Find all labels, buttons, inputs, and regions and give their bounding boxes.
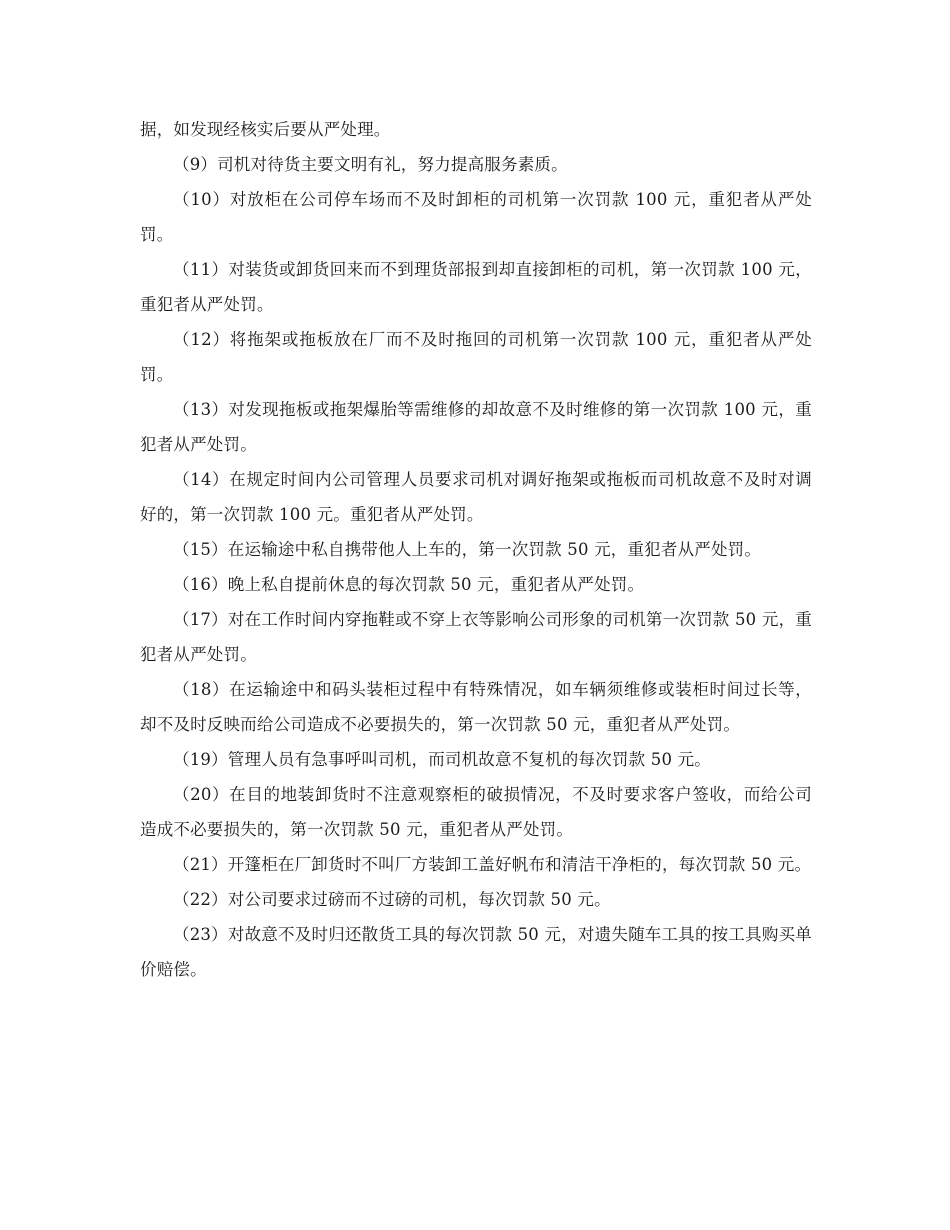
rule-item-15: （15）在运输途中私自携带他人上车的，第一次罚款 50 元，重犯者从严处罚。	[173, 540, 762, 559]
rule-item-10: （10）对放柜在公司停车场而不及时卸柜的司机第一次罚款 100 元，重犯者从严处罚。	[140, 190, 812, 244]
rule-item-11: （11）对装货或卸货回来而不到理货部报到却直接卸柜的司机，第一次罚款 100 元，重犯者从严处罚。	[140, 260, 812, 314]
rule-item-13: （13）对发现拖板或拖架爆胎等需维修的却故意不及时维修的第一次罚款 100 元，重犯者从严处罚。	[140, 400, 812, 454]
paragraph-continuation: 据，如发现经核实后要从严处理。	[140, 120, 391, 139]
rule-item-16: （16）晚上私自提前休息的每次罚款 50 元，重犯者从严处罚。	[173, 575, 645, 594]
rule-item-19: （19）管理人员有急事呼叫司机，而司机故意不复机的每次罚款 50 元。	[173, 750, 711, 769]
rule-item-23: （23）对故意不及时归还散货工具的每次罚款 50 元，对遗失随车工具的按工具购买单价赔偿。	[140, 925, 812, 979]
rule-item-9: （9）司机对待货主要文明有礼，努力提高服务素质。	[173, 155, 568, 174]
rule-item-22: （22）对公司要求过磅而不过磅的司机，每次罚款 50 元。	[173, 890, 611, 909]
rule-item-14: （14）在规定时间内公司管理人员要求司机对调好拖架或拖板而司机故意不及时对调好的，第一次罚款 100 元。重犯者从严处罚。	[140, 470, 812, 524]
rule-item-12: （12）将拖架或拖板放在厂而不及时拖回的司机第一次罚款 100 元，重犯者从严处罚。	[140, 330, 812, 384]
rule-item-18: （18）在运输途中和码头装柜过程中有特殊情况，如车辆须维修或装柜时间过长等，却不及时反映而给公司造成不必要损失的，第一次罚款 50 元，重犯者从严处罚。	[140, 680, 812, 734]
rule-item-17: （17）对在工作时间内穿拖鞋或不穿上衣等影响公司形象的司机第一次罚款 50 元，重犯者从严处罚。	[140, 610, 812, 664]
document-body	[140, 112, 812, 987]
rule-item-21: （21）开篷柜在厂卸货时不叫厂方装卸工盖好帆布和清洁干净柜的，每次罚款 50 元。	[173, 855, 812, 874]
rule-item-20: （20）在目的地装卸货时不注意观察柜的破损情况，不及时要求客户签收，而给公司造成不必要损失的，第一次罚款 50 元，重犯者从严处罚。	[140, 785, 812, 839]
